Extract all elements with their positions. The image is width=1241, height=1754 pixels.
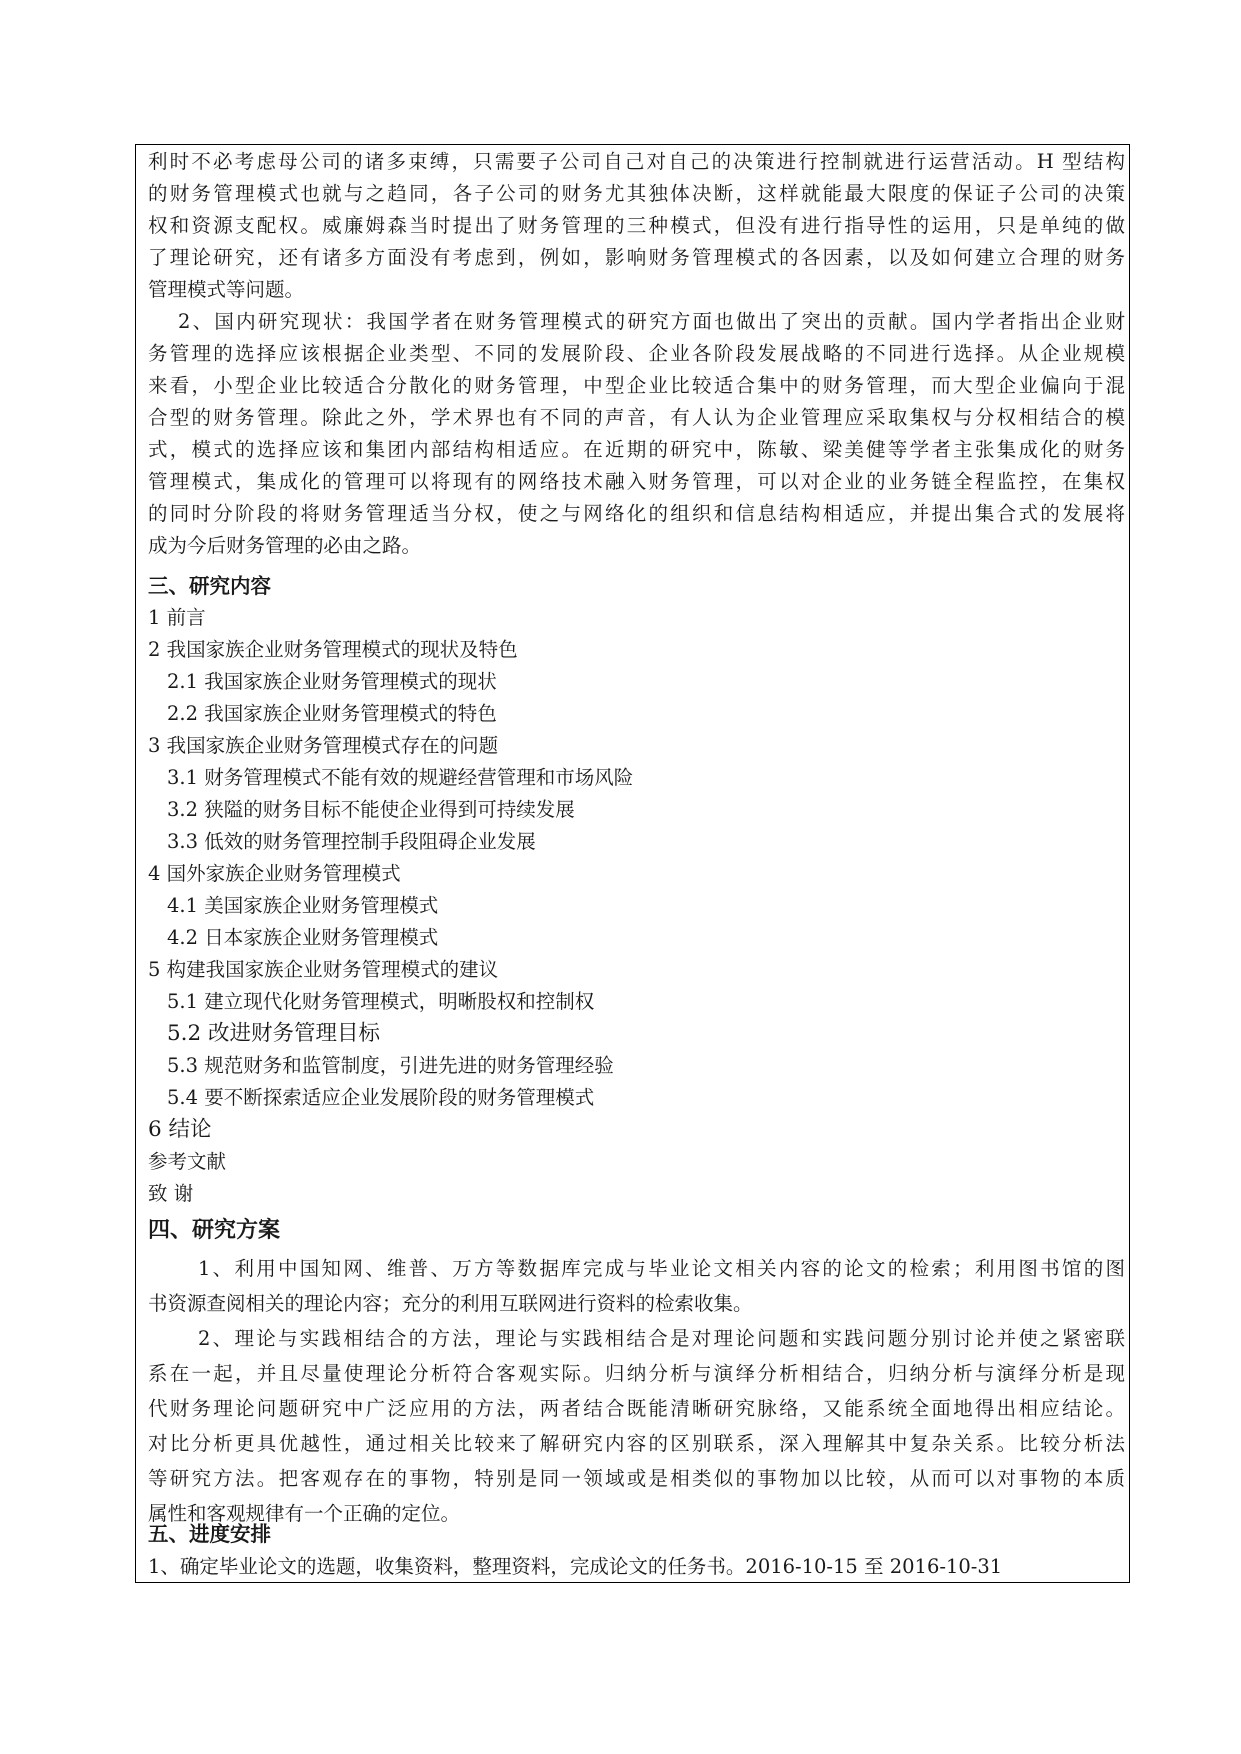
outline-item: 4 国外家族企业财务管理模式 [148,862,401,885]
outline-item: 3.1 财务管理模式不能有效的规避经营管理和市场风险 [167,766,634,789]
outline-item: 3.2 狭隘的财务目标不能使企业得到可持续发展 [167,798,575,821]
outline-item: 2.2 我国家族企业财务管理模式的特色 [167,702,497,725]
outline-item: 5.2 改进财务管理目标 [167,1021,381,1046]
text-line: 的同时分阶段的将财务管理适当分权，使之与网络化的组织和信息结构相适应，并提出集合式的发展将 [148,502,1125,525]
section-heading: 三、研究内容 [148,574,271,598]
text-line: 务管理的选择应该根据企业类型、不同的发展阶段、企业各阶段发展战略的不同进行选择。从企业规模 [148,342,1125,365]
text-line: 书资源查阅相关的理论内容；充分的利用互联网进行资料的检索收集。 [148,1292,753,1315]
outline-item: 3.3 低效的财务管理控制手段阻碍企业发展 [167,830,536,853]
outline-item: 4.1 美国家族企业财务管理模式 [167,894,439,917]
outline-item: 参考文献 [148,1150,227,1173]
outline-item: 5.4 要不断探索适应企业发展阶段的财务管理模式 [167,1086,595,1109]
text-line: 属性和客观规律有一个正确的定位。 [148,1502,461,1525]
outline-item: 致 谢 [148,1182,194,1205]
outline-item: 2 我国家族企业财务管理模式的现状及特色 [148,638,518,661]
outline-item: 2.1 我国家族企业财务管理模式的现状 [167,670,497,693]
outline-item: 1 前言 [148,606,206,629]
text-line: 利时不必考虑母公司的诸多束缚，只需要子公司自己对自己的决策进行控制就进行运营活动。H 型结构 [148,150,1125,173]
text-line: 权和资源支配权。威廉姆森当时提出了财务管理的三种模式，但没有进行指导性的运用，只是单纯的做 [148,214,1125,237]
outline-item: 3 我国家族企业财务管理模式存在的问题 [148,734,499,757]
text-line: 管理模式等问题。 [148,278,305,301]
text-line: 合型的财务管理。除此之外，学术界也有不同的声音，有人认为企业管理应采取集权与分权相结合的模 [148,406,1125,429]
text-line: 的财务管理模式也就与之趋同，各子公司的财务尤其独体决断，这样就能最大限度的保证子公司的决策 [148,182,1125,205]
text-line: 等研究方法。把客观存在的事物，特别是同一领域或是相类似的事物加以比较，从而可以对事物的本质 [148,1467,1125,1490]
text-line: 成为今后财务管理的必由之路。 [148,534,422,557]
text-line: 式，模式的选择应该和集团内部结构相适应。在近期的研究中，陈敏、梁美健等学者主张集成化的财务 [148,438,1125,461]
text-line: 系在一起，并且尽量使理论分析符合客观实际。归纳分析与演绎分析相结合，归纳分析与演绎分析是现 [148,1362,1125,1385]
outline-item: 5.3 规范财务和监管制度，引进先进的财务管理经验 [167,1054,614,1077]
text-line: 来看，小型企业比较适合分散化的财务管理，中型企业比较适合集中的财务管理，而大型企业偏向于混 [148,374,1125,397]
text-line: 对比分析更具优越性，通过相关比较来了解研究内容的区别联系，深入理解其中复杂关系。比较分析法 [148,1432,1125,1455]
outline-item: 4.2 日本家族企业财务管理模式 [167,926,439,949]
text-line: 了理论研究，还有诸多方面没有考虑到，例如，影响财务管理模式的各因素，以及如何建立合理的财务 [148,246,1125,269]
outline-item: 6 结论 [148,1117,212,1142]
text-line: 代财务理论问题研究中广泛应用的方法，两者结合既能清晰研究脉络，又能系统全面地得出相应结论。 [148,1397,1125,1420]
text-line: 1、利用中国知网、维普、万方等数据库完成与毕业论文相关内容的论文的检索；利用图书馆的图 [198,1257,1125,1280]
outline-item: 5.1 建立现代化财务管理模式，明晰股权和控制权 [167,990,595,1013]
outline-item: 5 构建我国家族企业财务管理模式的建议 [148,958,499,981]
section-heading: 五、进度安排 [148,1522,271,1546]
text-line: 2、理论与实践相结合的方法，理论与实践相结合是对理论问题和实践问题分别讨论并使之紧密联 [198,1327,1125,1350]
text-line: 2、国内研究现状：我国学者在财务管理模式的研究方面也做出了突出的贡献。国内学者指出企业财 [178,310,1125,333]
schedule-item: 1、确定毕业论文的选题，收集资料，整理资料，完成论文的任务书。2016-10-15 至 2016-10-31 [148,1555,1003,1578]
section-heading: 四、研究方案 [148,1217,281,1243]
text-line: 管理模式，集成化的管理可以将现有的网络技术融入财务管理，可以对企业的业务链全程监控，在集权 [148,470,1125,493]
